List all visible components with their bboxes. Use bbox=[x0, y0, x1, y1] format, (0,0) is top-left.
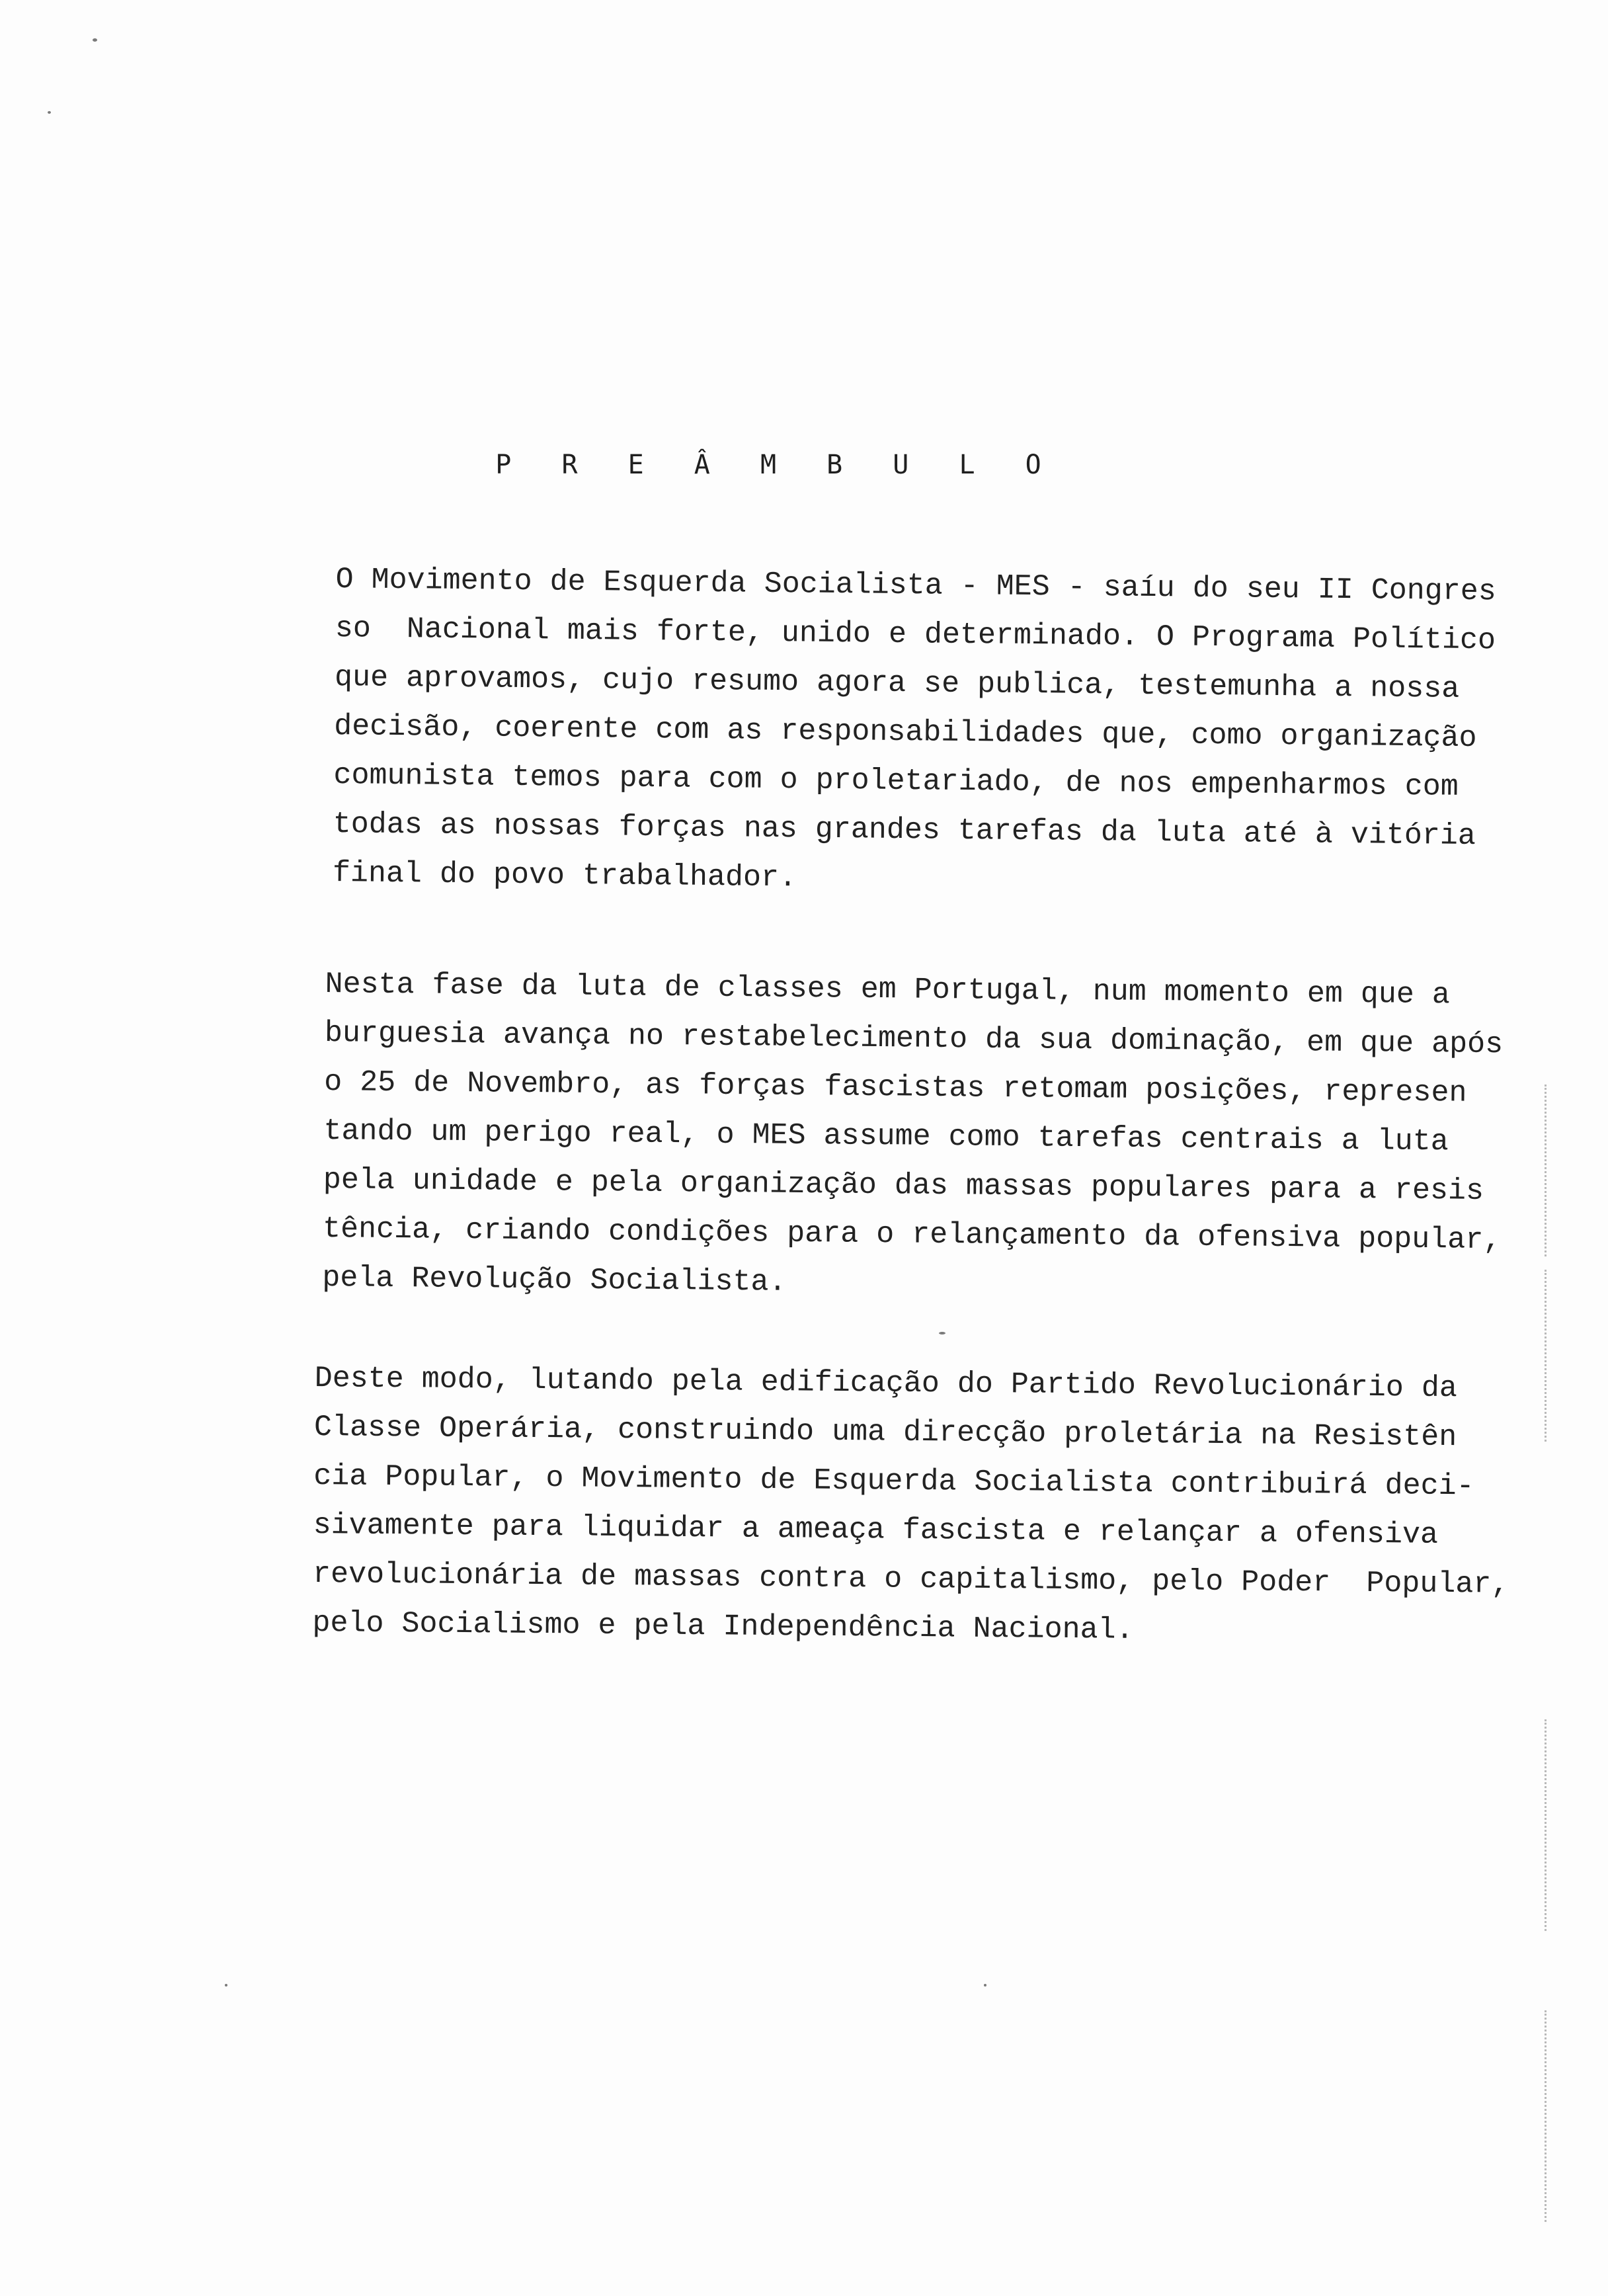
text-line: sivamente para liquidar a ameaça fascista e relançar a ofensiva bbox=[313, 1508, 1439, 1552]
text-line: pela unidade e pela organização das massas populares para a resis bbox=[323, 1163, 1484, 1208]
text-line: comunista temos para com o proletariado, de nos empenharmos com bbox=[333, 758, 1459, 804]
text-line: tência, criando condições para o relançamento da ofensiva popular, bbox=[322, 1211, 1502, 1258]
scan-edge-noise bbox=[1545, 2010, 1550, 2222]
scan-speck bbox=[48, 111, 51, 114]
scan-edge-noise bbox=[1545, 1270, 1550, 1442]
text-line: final do povo trabalhador. bbox=[332, 856, 797, 895]
text-line: pela Revolução Socialista. bbox=[322, 1260, 787, 1299]
text-line: O Movimento de Esquerda Socialista - MES - saíu do seu II Congres bbox=[335, 562, 1497, 609]
scan-speck bbox=[939, 1332, 945, 1334]
scan-speck bbox=[984, 1984, 986, 1987]
text-line: que aprovamos, cujo resumo agora se publica, testemunha a nossa bbox=[334, 660, 1460, 706]
scan-edge-noise bbox=[1545, 1719, 1550, 1931]
paragraph-3 bbox=[312, 1354, 1509, 1658]
text-line: pelo Socialismo e pela Independência Nacional. bbox=[312, 1606, 1134, 1647]
text-line: so Nacional mais forte, unido e determinado. O Programa Político bbox=[335, 611, 1496, 658]
text-line: o 25 de Novembro, as forças fascistas retomam posições, represen bbox=[323, 1065, 1467, 1110]
text-line: decisão, coerente com as responsabilidades que, como organização bbox=[334, 709, 1477, 756]
paragraph-2 bbox=[322, 960, 1504, 1313]
text-line: burguesia avança no restabelecimento da sua dominação, em que após bbox=[324, 1016, 1504, 1062]
page-title: P R E Â M B U L O bbox=[495, 450, 1059, 480]
text-line: Deste modo, lutando pela edificação do Partido Revolucionário da bbox=[314, 1361, 1458, 1406]
text-line: Classe Operária, construindo uma direcção proletária na Resistên bbox=[313, 1410, 1457, 1455]
text-line: tando um perigo real, o MES assume como tarefas centrais a luta bbox=[323, 1114, 1449, 1159]
scan-speck bbox=[93, 38, 97, 42]
scan-speck bbox=[225, 1984, 227, 1987]
text-line: revolucionária de massas contra o capitalismo, pelo Poder Popular, bbox=[312, 1557, 1509, 1602]
text-line: cia Popular, o Movimento de Esquerda Socialista contribuirá deci- bbox=[313, 1459, 1474, 1504]
scan-edge-noise bbox=[1545, 1085, 1550, 1256]
paragraph-1 bbox=[332, 555, 1497, 910]
text-line: todas as nossas forças nas grandes tarefas da luta até à vitória bbox=[333, 807, 1476, 854]
text-line: Nesta fase da luta de classes em Portugal, num momento em que a bbox=[325, 967, 1451, 1012]
